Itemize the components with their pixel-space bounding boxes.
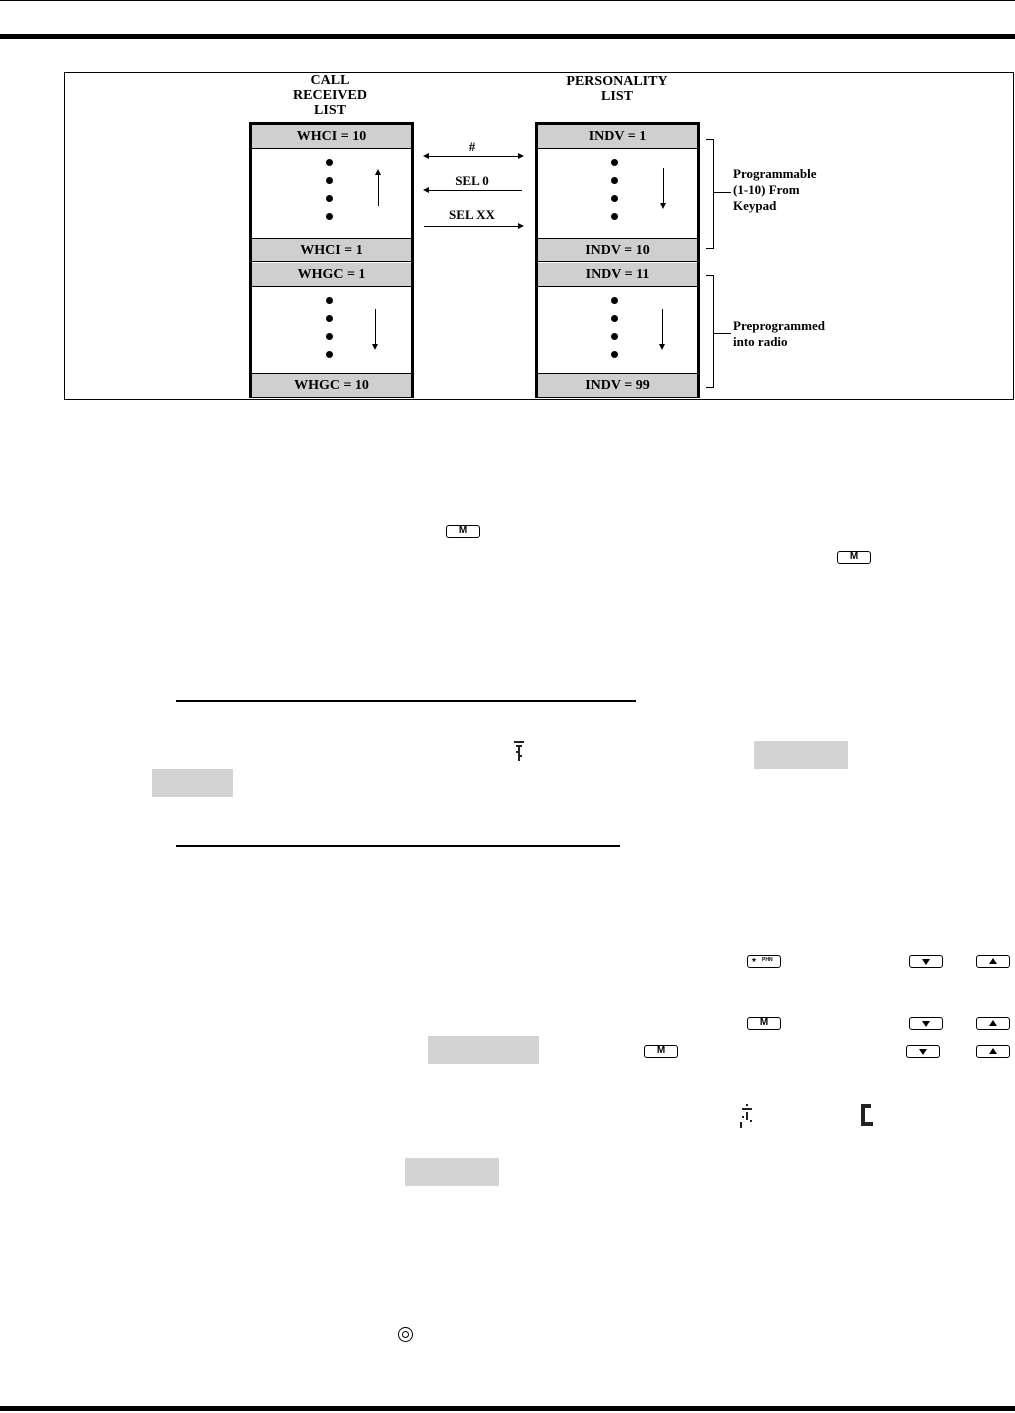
list-cell: WHCI = 10: [252, 125, 411, 149]
list-cell: INDV = 11: [538, 263, 697, 287]
programmable-note: Programmable (1-10) From Keypad: [733, 166, 817, 213]
dot-icon: [611, 315, 618, 322]
dot-icon: [326, 213, 333, 220]
call-received-list-heading: CALL RECEIVED LIST: [293, 73, 367, 118]
header-rule-thick: [0, 34, 1015, 39]
display-text-highlight: [152, 769, 233, 797]
down-key-icon: [909, 955, 943, 968]
dot-icon: [611, 195, 618, 202]
dot-icon: [611, 213, 618, 220]
list-cell: WHGC = 1: [252, 263, 411, 287]
dot-icon: [611, 333, 618, 340]
scan-status-icon: [740, 1104, 754, 1128]
dot-icon: [611, 177, 618, 184]
display-text-highlight: [405, 1158, 499, 1186]
hash-arrow-label: #: [468, 139, 476, 154]
dot-icon: [326, 159, 333, 166]
option-button-icon: [398, 1327, 413, 1342]
double-arrow-icon: [428, 156, 518, 157]
dot-icon: [326, 351, 333, 358]
phone-status-icon: [859, 1104, 873, 1128]
personality-list-heading: PERSONALITY LIST: [566, 74, 668, 104]
dot-icon: [326, 177, 333, 184]
down-key-icon: [906, 1045, 940, 1058]
display-text-highlight: [754, 741, 848, 769]
list-cell: WHCI = 1: [252, 238, 411, 262]
programmable-brace: [706, 139, 714, 249]
up-key-icon: [976, 1017, 1010, 1030]
right-arrow-icon: [424, 226, 518, 227]
menu-key-icon: M: [747, 1017, 781, 1030]
phone-key-icon: * PHN: [747, 955, 781, 968]
list-cell: WHGC = 10: [252, 373, 411, 397]
section-underline: [176, 700, 636, 702]
up-key-icon: [976, 955, 1010, 968]
dot-icon: [326, 333, 333, 340]
menu-key-icon: M: [837, 551, 871, 564]
dot-icon: [326, 297, 333, 304]
preprogrammed-note: Preprogrammed into radio: [733, 318, 825, 349]
selxx-arrow-label: SEL XX: [449, 207, 495, 222]
list-cell: INDV = 1: [538, 125, 697, 149]
sel0-arrow-label: SEL 0: [455, 173, 489, 188]
up-key-icon: [976, 1045, 1010, 1058]
menu-key-icon: M: [446, 525, 480, 538]
footer-rule-thick: [0, 1406, 1015, 1411]
down-arrow-icon: [662, 309, 663, 345]
dot-icon: [326, 315, 333, 322]
menu-key-icon: M: [644, 1045, 678, 1058]
up-arrow-icon: [378, 174, 379, 206]
left-arrow-icon: [428, 190, 522, 191]
list-cell: INDV = 99: [538, 373, 697, 397]
display-text-highlight: [428, 1036, 539, 1064]
list-cell: INDV = 10: [538, 238, 697, 262]
dot-icon: [611, 159, 618, 166]
antenna-status-icon: [514, 741, 524, 763]
dot-icon: [611, 351, 618, 358]
header-rule-thin: [0, 0, 1015, 1]
down-key-icon: [909, 1017, 943, 1030]
section-underline: [176, 845, 620, 847]
dot-icon: [611, 297, 618, 304]
down-arrow-icon: [375, 309, 376, 345]
down-arrow-icon: [663, 168, 664, 204]
preprogrammed-brace: [706, 275, 714, 388]
dot-icon: [326, 195, 333, 202]
